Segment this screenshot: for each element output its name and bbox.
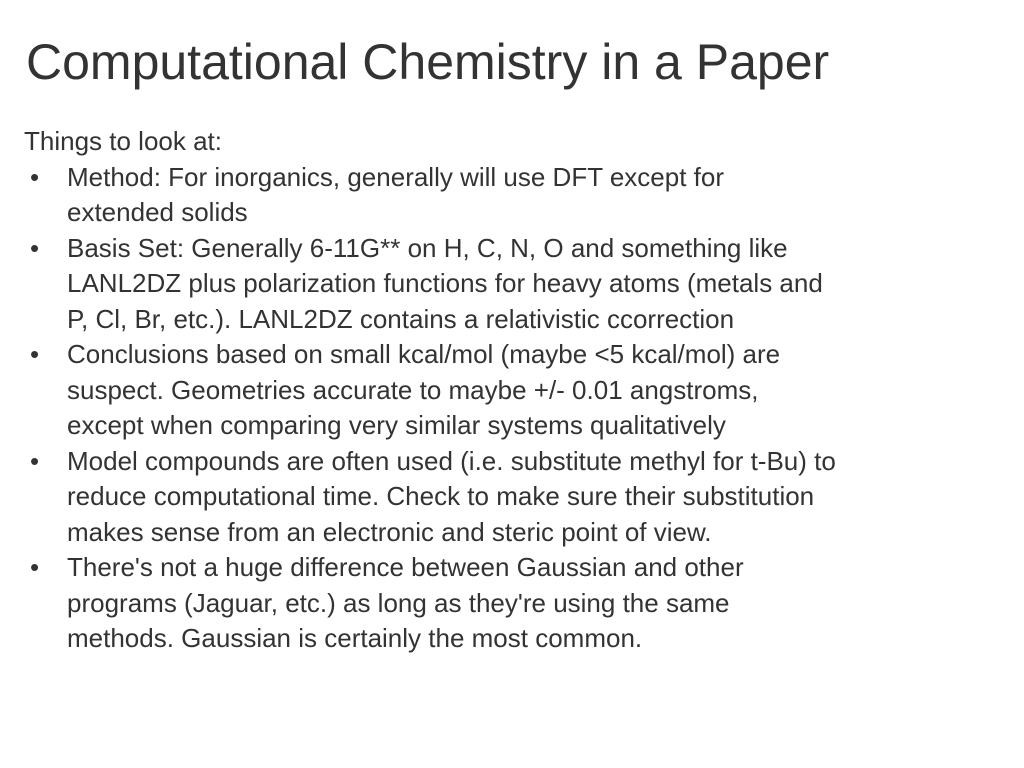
bullet-text-line: reduce computational time. Check to make sure their substitution <box>67 481 815 511</box>
bullet-text-line: Basis Set: Generally 6-11G** on H, C, N, O and something like <box>67 232 788 263</box>
bullet-text-line: suspect. Geometries accurate to maybe +/- 0.01 angstroms, <box>67 374 759 405</box>
bullet-text-line: makes sense from an electronic and steric point of view. <box>67 516 712 547</box>
bullet-text-line: There's not a huge difference between Gaussian and other <box>67 552 744 582</box>
bullet-list <box>0 160 1010 657</box>
bullet-dot-icon: • <box>30 445 40 476</box>
bullet-dot-icon: • <box>30 552 40 582</box>
bullet-item <box>0 231 1010 338</box>
bullet-text-line: Model compounds are often used (i.e. substitute methyl for t-Bu) to <box>67 445 836 476</box>
bullet-item <box>0 337 1010 444</box>
bullet-text-line: methods. Gaussian is certainly the most common. <box>67 623 643 653</box>
bullet-text-line: Method: For inorganics, generally will use DFT except for <box>67 161 725 192</box>
bullet-item <box>0 550 1010 657</box>
bullet-text-line: except when comparing very similar systems qualitatively <box>67 410 726 440</box>
bullet-text-line: programs (Jaguar, etc.) as long as they're using the same <box>67 587 730 618</box>
bullet-text-line: LANL2DZ plus polarization functions for heavy atoms (metals and <box>67 268 823 298</box>
bullet-item <box>0 444 1010 551</box>
bullet-dot-icon: • <box>30 232 40 263</box>
slide-title: Computational Chemistry in a Paper <box>26 34 830 90</box>
bullet-item <box>0 160 1010 231</box>
intro-text: Things to look at: <box>24 126 222 156</box>
bullet-text-line: P, Cl, Br, etc.). LANL2DZ contains a relativistic ccorrection <box>67 303 735 334</box>
bullet-dot-icon: • <box>30 339 40 369</box>
bullet-text-line: extended solids <box>67 197 248 227</box>
bullet-dot-icon: • <box>30 161 40 192</box>
bullet-text-line: Conclusions based on small kcal/mol (maybe <5 kcal/mol) are <box>67 339 781 369</box>
